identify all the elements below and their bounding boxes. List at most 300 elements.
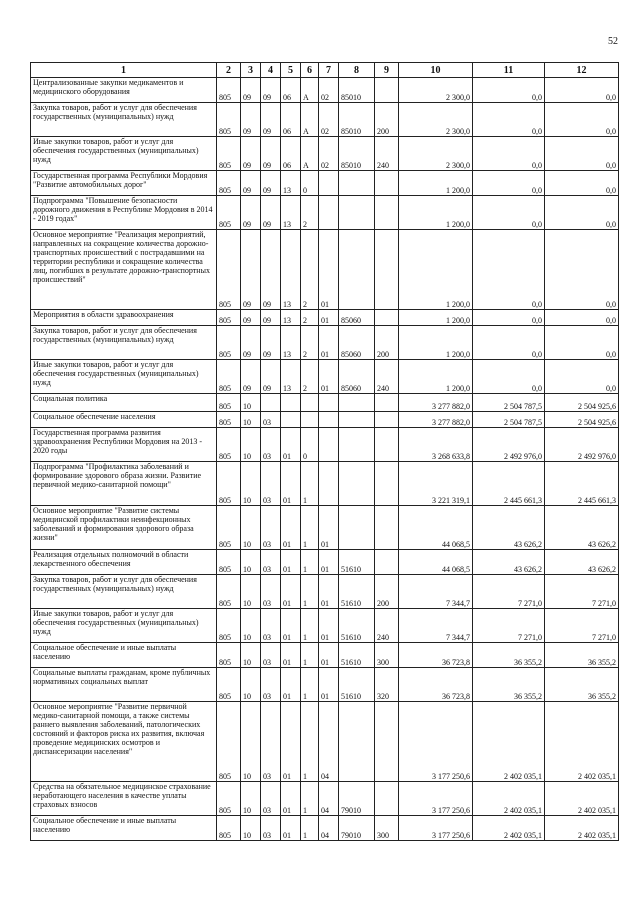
- code-admin: 805: [217, 428, 241, 462]
- code-subsection: 03: [261, 782, 281, 816]
- code-subprogram: 2: [301, 310, 319, 326]
- amount-2019: 7 271,0: [473, 575, 545, 609]
- code-expense-type: 200: [375, 575, 399, 609]
- amount-2018: 2 300,0: [399, 103, 473, 137]
- code-direction: [339, 394, 375, 412]
- amount-2019: 2 445 661,3: [473, 462, 545, 506]
- amount-2018: 7 344,7: [399, 609, 473, 643]
- table-body: [31, 78, 619, 841]
- code-direction: [339, 428, 375, 462]
- amount-2020: 7 271,0: [545, 609, 619, 643]
- row-name: Социальное обеспечение и иные выплаты населению: [31, 816, 217, 841]
- amount-2020: 0,0: [545, 230, 619, 310]
- row-name: Мероприятия в области здравоохранения: [31, 310, 217, 326]
- column-header-1: 1: [31, 63, 217, 78]
- code-expense-type: [375, 462, 399, 506]
- code-subsection: 03: [261, 816, 281, 841]
- column-header-4: 4: [261, 63, 281, 78]
- code-direction: [339, 230, 375, 310]
- code-direction: 85060: [339, 360, 375, 394]
- amount-2019: 2 492 976,0: [473, 428, 545, 462]
- code-expense-type: [375, 78, 399, 103]
- code-program: 06: [281, 103, 301, 137]
- table-header-row: [31, 63, 619, 78]
- amount-2018: 3 221 319,1: [399, 462, 473, 506]
- amount-2018: 2 300,0: [399, 137, 473, 171]
- amount-2018: 44 068,5: [399, 506, 473, 550]
- code-expense-type: [375, 394, 399, 412]
- amount-2018: 1 200,0: [399, 171, 473, 196]
- code-direction: 51610: [339, 643, 375, 668]
- code-expense-type: [375, 550, 399, 575]
- code-admin: 805: [217, 575, 241, 609]
- amount-2020: 2 504 925,6: [545, 394, 619, 412]
- code-section: 10: [241, 668, 261, 702]
- amount-2019: 2 504 787,5: [473, 394, 545, 412]
- table-row: [31, 609, 619, 643]
- amount-2018: 3 277 882,0: [399, 394, 473, 412]
- table-row: [31, 506, 619, 550]
- amount-2020: 36 355,2: [545, 668, 619, 702]
- code-expense-type: 200: [375, 326, 399, 360]
- code-measure: [319, 412, 339, 428]
- code-subprogram: [301, 412, 319, 428]
- code-direction: 79010: [339, 782, 375, 816]
- code-admin: 805: [217, 360, 241, 394]
- code-subsection: 09: [261, 326, 281, 360]
- code-admin: 805: [217, 462, 241, 506]
- code-subsection: [261, 394, 281, 412]
- amount-2020: 2 402 035,1: [545, 816, 619, 841]
- column-header-10: 10: [399, 63, 473, 78]
- code-subprogram: 1: [301, 506, 319, 550]
- code-subsection: 03: [261, 609, 281, 643]
- code-direction: 85010: [339, 103, 375, 137]
- code-admin: 805: [217, 196, 241, 230]
- code-expense-type: 200: [375, 103, 399, 137]
- code-subprogram: 1: [301, 668, 319, 702]
- amount-2018: 3 177 250,6: [399, 782, 473, 816]
- amount-2020: 43 626,2: [545, 550, 619, 575]
- amount-2018: 44 068,5: [399, 550, 473, 575]
- row-name: Централизованные закупки медикаментов и медицинского оборудования: [31, 78, 217, 103]
- table-row: [31, 78, 619, 103]
- amount-2020: 0,0: [545, 78, 619, 103]
- code-subsection: 03: [261, 506, 281, 550]
- code-expense-type: [375, 230, 399, 310]
- amount-2018: 1 200,0: [399, 310, 473, 326]
- code-admin: 805: [217, 702, 241, 782]
- code-section: 09: [241, 310, 261, 326]
- table-row: [31, 103, 619, 137]
- amount-2020: 2 492 976,0: [545, 428, 619, 462]
- code-subprogram: 1: [301, 782, 319, 816]
- code-measure: 04: [319, 702, 339, 782]
- code-expense-type: [375, 196, 399, 230]
- amount-2020: 2 504 925,6: [545, 412, 619, 428]
- amount-2018: 36 723,8: [399, 643, 473, 668]
- page-number: 52: [608, 36, 618, 47]
- code-subsection: 09: [261, 230, 281, 310]
- amount-2018: 36 723,8: [399, 668, 473, 702]
- code-subsection: 09: [261, 78, 281, 103]
- code-section: 10: [241, 643, 261, 668]
- code-measure: 01: [319, 326, 339, 360]
- amount-2019: 7 271,0: [473, 609, 545, 643]
- amount-2019: 2 402 035,1: [473, 816, 545, 841]
- code-subprogram: 1: [301, 462, 319, 506]
- row-name: Государственная программа Республики Мордовия "Развитие автомобильных дорог": [31, 171, 217, 196]
- code-subprogram: 1: [301, 575, 319, 609]
- table-row: [31, 643, 619, 668]
- code-measure: [319, 171, 339, 196]
- amount-2020: 2 402 035,1: [545, 782, 619, 816]
- code-subprogram: 1: [301, 609, 319, 643]
- code-program: [281, 412, 301, 428]
- code-measure: 01: [319, 360, 339, 394]
- code-subprogram: 1: [301, 643, 319, 668]
- code-direction: 79010: [339, 816, 375, 841]
- code-expense-type: [375, 506, 399, 550]
- code-subsection: 09: [261, 103, 281, 137]
- table-row: [31, 171, 619, 196]
- code-measure: 01: [319, 575, 339, 609]
- row-name: Подпрограмма "Профилактика заболеваний и формирование здорового образа жизни. Развитие первичной медико-санитарной помощи": [31, 462, 217, 506]
- amount-2018: 3 177 250,6: [399, 816, 473, 841]
- code-section: 10: [241, 550, 261, 575]
- code-admin: 805: [217, 668, 241, 702]
- code-direction: 51610: [339, 575, 375, 609]
- code-program: 13: [281, 360, 301, 394]
- code-measure: 02: [319, 78, 339, 103]
- code-section: 09: [241, 326, 261, 360]
- amount-2019: 43 626,2: [473, 506, 545, 550]
- column-header-11: 11: [473, 63, 545, 78]
- amount-2019: 2 402 035,1: [473, 782, 545, 816]
- table-row: [31, 462, 619, 506]
- amount-2019: 0,0: [473, 171, 545, 196]
- code-expense-type: [375, 412, 399, 428]
- code-program: [281, 394, 301, 412]
- code-subsection: 03: [261, 702, 281, 782]
- code-program: 01: [281, 609, 301, 643]
- table-row: [31, 137, 619, 171]
- code-measure: [319, 428, 339, 462]
- amount-2018: 3 268 633,8: [399, 428, 473, 462]
- code-program: 01: [281, 643, 301, 668]
- column-header-2: 2: [217, 63, 241, 78]
- row-name: Социальное обеспечение населения: [31, 412, 217, 428]
- column-header-8: 8: [339, 63, 375, 78]
- code-subsection: 03: [261, 575, 281, 609]
- table-row: [31, 360, 619, 394]
- code-subprogram: 0: [301, 171, 319, 196]
- code-direction: 85010: [339, 137, 375, 171]
- table-row: [31, 782, 619, 816]
- code-expense-type: 240: [375, 360, 399, 394]
- table-row: [31, 412, 619, 428]
- table-row: [31, 816, 619, 841]
- code-program: 06: [281, 137, 301, 171]
- code-section: 10: [241, 428, 261, 462]
- code-expense-type: [375, 702, 399, 782]
- code-admin: 805: [217, 103, 241, 137]
- code-admin: 805: [217, 78, 241, 103]
- code-admin: 805: [217, 394, 241, 412]
- amount-2018: 1 200,0: [399, 360, 473, 394]
- code-section: 10: [241, 702, 261, 782]
- code-admin: 805: [217, 310, 241, 326]
- code-subsection: 03: [261, 550, 281, 575]
- code-subprogram: А: [301, 78, 319, 103]
- code-program: 01: [281, 575, 301, 609]
- code-subprogram: 2: [301, 196, 319, 230]
- code-admin: 805: [217, 782, 241, 816]
- code-program: 01: [281, 462, 301, 506]
- row-name: Основное мероприятие "Развитие первичной медико-санитарной помощи, а также системы раннего выявления заболеваний, патологических состояний и факторов риска их развития, включая проведение медицинских осмотров и диспансеризации населения": [31, 702, 217, 782]
- code-section: 10: [241, 816, 261, 841]
- column-header-6: 6: [301, 63, 319, 78]
- code-measure: 04: [319, 816, 339, 841]
- amount-2020: 0,0: [545, 196, 619, 230]
- amount-2019: 36 355,2: [473, 668, 545, 702]
- code-admin: 805: [217, 816, 241, 841]
- code-program: 01: [281, 816, 301, 841]
- code-section: 09: [241, 171, 261, 196]
- code-direction: 85010: [339, 78, 375, 103]
- row-name: Закупка товаров, работ и услуг для обеспечения государственных (муниципальных) нужд: [31, 103, 217, 137]
- amount-2019: 0,0: [473, 103, 545, 137]
- code-direction: [339, 171, 375, 196]
- amount-2019: 0,0: [473, 230, 545, 310]
- column-header-3: 3: [241, 63, 261, 78]
- code-subsection: 09: [261, 196, 281, 230]
- row-name: Закупка товаров, работ и услуг для обеспечения государственных (муниципальных) нужд: [31, 575, 217, 609]
- amount-2019: 43 626,2: [473, 550, 545, 575]
- row-name: Социальное обеспечение и иные выплаты населению: [31, 643, 217, 668]
- amount-2020: 43 626,2: [545, 506, 619, 550]
- code-program: 01: [281, 428, 301, 462]
- table-row: [31, 196, 619, 230]
- code-expense-type: 320: [375, 668, 399, 702]
- code-program: 13: [281, 230, 301, 310]
- code-subprogram: 2: [301, 230, 319, 310]
- code-admin: 805: [217, 550, 241, 575]
- code-subprogram: 1: [301, 816, 319, 841]
- code-measure: [319, 462, 339, 506]
- code-measure: 02: [319, 137, 339, 171]
- code-section: 09: [241, 196, 261, 230]
- amount-2019: 0,0: [473, 137, 545, 171]
- code-subprogram: 2: [301, 326, 319, 360]
- amount-2020: 0,0: [545, 310, 619, 326]
- code-program: 01: [281, 782, 301, 816]
- code-subsection: 03: [261, 412, 281, 428]
- row-name: Социальная политика: [31, 394, 217, 412]
- code-subsection: 09: [261, 171, 281, 196]
- code-program: 01: [281, 702, 301, 782]
- table-row: [31, 428, 619, 462]
- code-admin: 805: [217, 137, 241, 171]
- row-name: Средства на обязательное медицинское страхование неработающего населения в качестве уплаты страховых взносов: [31, 782, 217, 816]
- code-program: 01: [281, 668, 301, 702]
- column-header-5: 5: [281, 63, 301, 78]
- amount-2020: 7 271,0: [545, 575, 619, 609]
- code-admin: 805: [217, 326, 241, 360]
- amount-2019: 0,0: [473, 326, 545, 360]
- code-program: 13: [281, 196, 301, 230]
- code-admin: 805: [217, 412, 241, 428]
- table-row: [31, 575, 619, 609]
- code-program: 13: [281, 326, 301, 360]
- code-expense-type: [375, 310, 399, 326]
- row-name: Основное мероприятие "Реализация мероприятий, направленных на сокращение количества дорожно-транспортных происшествий с пострадавшими на территории республики и сокращение количества лиц, погибших в результате дорожно-транспортных происшествий": [31, 230, 217, 310]
- code-direction: [339, 412, 375, 428]
- row-name: Иные закупки товаров, работ и услуг для обеспечения государственных (муниципальных) нужд: [31, 360, 217, 394]
- code-section: 09: [241, 230, 261, 310]
- amount-2020: 0,0: [545, 171, 619, 196]
- code-admin: 805: [217, 609, 241, 643]
- code-measure: 01: [319, 550, 339, 575]
- code-section: 09: [241, 78, 261, 103]
- amount-2019: 2 402 035,1: [473, 702, 545, 782]
- amount-2018: 2 300,0: [399, 78, 473, 103]
- code-measure: 01: [319, 643, 339, 668]
- code-subprogram: 0: [301, 428, 319, 462]
- code-subprogram: А: [301, 137, 319, 171]
- code-expense-type: [375, 428, 399, 462]
- code-direction: 85060: [339, 310, 375, 326]
- table-row: [31, 326, 619, 360]
- amount-2019: 0,0: [473, 360, 545, 394]
- row-name: Социальные выплаты гражданам, кроме публичных нормативных социальных выплат: [31, 668, 217, 702]
- amount-2019: 2 504 787,5: [473, 412, 545, 428]
- amount-2020: 0,0: [545, 326, 619, 360]
- row-name: Подпрограмма "Повышение безопасности дорожного движения в Республике Мордовия в 2014 - 2019 годах": [31, 196, 217, 230]
- code-section: 10: [241, 609, 261, 643]
- column-header-12: 12: [545, 63, 619, 78]
- row-name: Реализация отдельных полномочий в области лекарственного обеспечения: [31, 550, 217, 575]
- code-section: 09: [241, 137, 261, 171]
- code-measure: [319, 394, 339, 412]
- table-row: [31, 668, 619, 702]
- amount-2018: 1 200,0: [399, 326, 473, 360]
- amount-2019: 0,0: [473, 310, 545, 326]
- amount-2018: 3 177 250,6: [399, 702, 473, 782]
- code-measure: 01: [319, 506, 339, 550]
- table-row: [31, 394, 619, 412]
- amount-2019: 0,0: [473, 196, 545, 230]
- code-direction: [339, 702, 375, 782]
- code-direction: 85060: [339, 326, 375, 360]
- amount-2018: 1 200,0: [399, 230, 473, 310]
- code-subsection: 09: [261, 360, 281, 394]
- code-expense-type: 240: [375, 137, 399, 171]
- code-subprogram: [301, 394, 319, 412]
- code-section: 10: [241, 506, 261, 550]
- code-direction: 51610: [339, 550, 375, 575]
- row-name: Основное мероприятие "Развитие системы медицинской профилактики неинфекционных заболеваний и формирования здорового образа жизни": [31, 506, 217, 550]
- amount-2020: 2 402 035,1: [545, 702, 619, 782]
- row-name: Иные закупки товаров, работ и услуг для обеспечения государственных (муниципальных) нужд: [31, 137, 217, 171]
- amount-2020: 0,0: [545, 360, 619, 394]
- amount-2018: 3 277 882,0: [399, 412, 473, 428]
- code-admin: 805: [217, 643, 241, 668]
- table-row: [31, 702, 619, 782]
- code-measure: 01: [319, 230, 339, 310]
- table-row: [31, 230, 619, 310]
- code-program: 06: [281, 78, 301, 103]
- amount-2019: 36 355,2: [473, 643, 545, 668]
- code-subprogram: 2: [301, 360, 319, 394]
- code-expense-type: 300: [375, 643, 399, 668]
- code-section: 10: [241, 412, 261, 428]
- code-subsection: 09: [261, 310, 281, 326]
- code-direction: [339, 462, 375, 506]
- code-measure: 01: [319, 310, 339, 326]
- column-header-7: 7: [319, 63, 339, 78]
- code-admin: 805: [217, 230, 241, 310]
- row-name: Закупка товаров, работ и услуг для обеспечения государственных (муниципальных) нужд: [31, 326, 217, 360]
- code-measure: 04: [319, 782, 339, 816]
- code-direction: [339, 196, 375, 230]
- code-program: 13: [281, 171, 301, 196]
- table-row: [31, 310, 619, 326]
- code-program: 01: [281, 550, 301, 575]
- code-admin: 805: [217, 506, 241, 550]
- code-section: 10: [241, 394, 261, 412]
- code-subsection: 09: [261, 137, 281, 171]
- code-section: 10: [241, 575, 261, 609]
- code-expense-type: 240: [375, 609, 399, 643]
- code-expense-type: [375, 782, 399, 816]
- budget-table: [30, 62, 619, 841]
- code-measure: 02: [319, 103, 339, 137]
- amount-2020: 2 445 661,3: [545, 462, 619, 506]
- code-direction: 51610: [339, 609, 375, 643]
- code-expense-type: 300: [375, 816, 399, 841]
- code-section: 09: [241, 103, 261, 137]
- code-subsection: 03: [261, 668, 281, 702]
- amount-2019: 0,0: [473, 78, 545, 103]
- column-header-9: 9: [375, 63, 399, 78]
- amount-2020: 0,0: [545, 137, 619, 171]
- code-subprogram: 1: [301, 550, 319, 575]
- code-section: 10: [241, 782, 261, 816]
- code-program: 13: [281, 310, 301, 326]
- code-section: 10: [241, 462, 261, 506]
- code-measure: [319, 196, 339, 230]
- amount-2020: 36 355,2: [545, 643, 619, 668]
- amount-2018: 7 344,7: [399, 575, 473, 609]
- row-name: Иные закупки товаров, работ и услуг для обеспечения государственных (муниципальных) нужд: [31, 609, 217, 643]
- code-direction: 51610: [339, 668, 375, 702]
- code-subsection: 03: [261, 462, 281, 506]
- code-subprogram: 1: [301, 702, 319, 782]
- code-direction: [339, 506, 375, 550]
- code-subprogram: А: [301, 103, 319, 137]
- code-subsection: 03: [261, 428, 281, 462]
- amount-2018: 1 200,0: [399, 196, 473, 230]
- code-measure: 01: [319, 609, 339, 643]
- row-name: Государственная программа развития здравоохранения Республики Мордовия на 2013 - 2020 годы: [31, 428, 217, 462]
- code-measure: 01: [319, 668, 339, 702]
- code-program: 01: [281, 506, 301, 550]
- code-section: 09: [241, 360, 261, 394]
- code-expense-type: [375, 171, 399, 196]
- code-admin: 805: [217, 171, 241, 196]
- code-subsection: 03: [261, 643, 281, 668]
